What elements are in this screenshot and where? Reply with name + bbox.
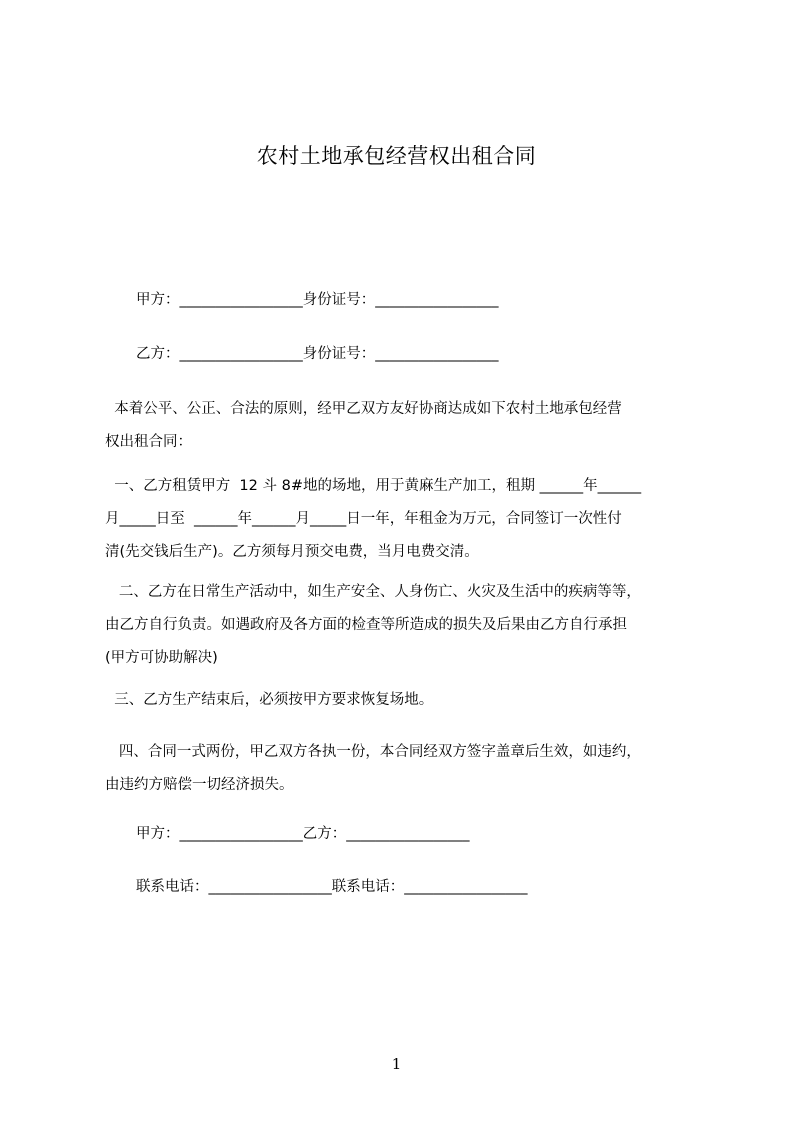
phone-line: 联系电话：_________________联系电话：_________________ xyxy=(136,879,528,895)
document-title: 农村土地承包经营权出租合同 xyxy=(256,144,537,168)
party-a-line: 甲方：_________________身份证号：_________________ xyxy=(136,292,499,308)
intro-paragraph xyxy=(105,393,705,459)
intro-line: 权出租合同： xyxy=(105,434,192,450)
signature-line: 甲方：_________________乙方：_________________ xyxy=(136,826,470,842)
clause-4-line: 四、合同一式两份，甲乙双方各执一份，本合同经双方签字盖章后生效，如违约， xyxy=(105,744,641,760)
clause-3 xyxy=(105,684,705,717)
clause-2-line: (甲方可协助解决) xyxy=(105,650,218,666)
clause-1-line: 一、乙方租赁甲方 12 斗 8#地的场地，用于黄麻生产加工，租期 ______年______ xyxy=(105,478,642,494)
clause-3-line: 三、乙方生产结束后，必须按甲方要求恢复场地。 xyxy=(105,692,434,708)
clause-4-line: 由违约方赔偿一切经济损失。 xyxy=(105,777,294,793)
clause-1 xyxy=(105,470,705,569)
party-b-line: 乙方：_________________身份证号：_________________ xyxy=(136,346,499,362)
clause-2-line: 二、乙方在日常生产活动中，如生产安全、人身伤亡、火灾及生活中的疾病等等， xyxy=(105,584,641,600)
clause-4 xyxy=(105,736,705,802)
page-number: 1 xyxy=(391,1055,402,1073)
clause-2 xyxy=(105,576,705,675)
clause-2-line: 由乙方自行负责。如遇政府及各方面的检查等所造成的损失及后果由乙方自行承担 xyxy=(105,617,627,633)
intro-line: 本着公平、公正、合法的原则，经甲乙双方友好协商达成如下农村土地承包经营 xyxy=(105,401,622,417)
clause-1-line: 清(先交钱后生产)。乙方须每月预交电费，当月电费交清。 xyxy=(105,544,479,560)
clause-1-line: 月_____日至 ______年______月_____日一年，年租金为万元，合同签订一次性付 xyxy=(105,511,622,527)
